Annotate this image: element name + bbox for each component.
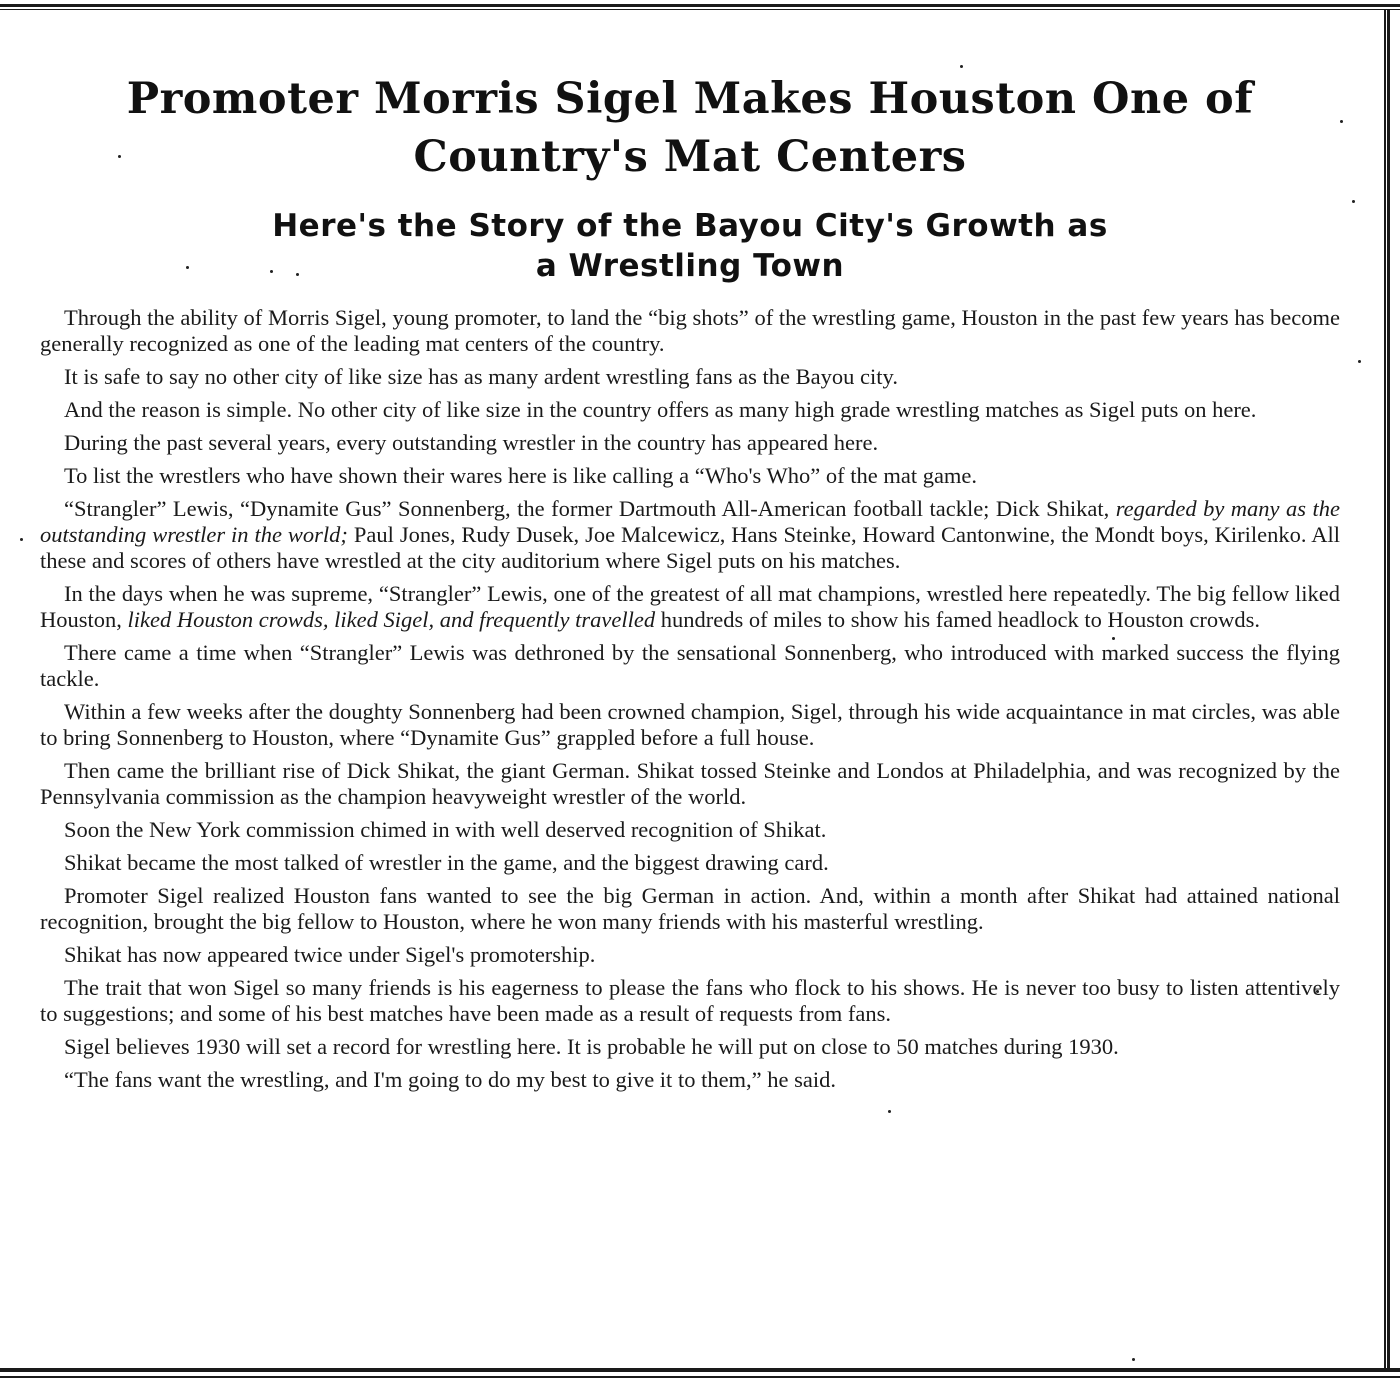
scan-speck <box>1340 120 1343 123</box>
paragraph-text: hundreds of miles to show his famed headlock to Houston crowds. <box>655 607 1261 632</box>
paragraph-1930-record: Sigel believes 1930 will set a record for wrestling here. It is probable he will put on close to 50 matches during 1930. <box>64 1034 1119 1059</box>
paragraph-wrestler-list <box>40 496 1340 574</box>
paragraph-promoter-sigel: Promoter Sigel realized Houston fans wanted to see the big German in action. And, within a month after Shikat had attained national recognition, brought the big fellow to Houston, where he won many friends with his masterful wrestling. <box>40 883 1340 934</box>
paragraph-text: “Strangler” Lewis, “Dynamite Gus” Sonnenberg, the former Dartmouth All-American football tackle; Dick Shikat, <box>64 496 1116 521</box>
paragraph-outstanding: During the past several years, every outstanding wrestler in the country has appeared here. <box>64 430 879 455</box>
subheadline-line-1: Here's the Story of the Bayou City's Growth as <box>272 208 1108 244</box>
subheadline <box>40 206 1340 286</box>
article-body <box>40 305 1340 1100</box>
paragraph-sonnenberg: Within a few weeks after the doughty Sonnenberg had been crowned champion, Sigel, through his wide acquaintance in mat circles, was able to bring Sonnenberg to Houston, where “Dynamite Gus” grappled before a full house. <box>40 699 1340 750</box>
paragraph-appeared-twice: Shikat has now appeared twice under Sigel's promotership. <box>64 942 596 967</box>
paragraph-reason: And the reason is simple. No other city of like size in the country offers as many high grade wrestling matches as Sigel puts on here. <box>64 397 1257 422</box>
scan-speck <box>1352 200 1355 203</box>
paragraph-text: In the days when he was supreme, “Strangler” Lewis, one of the greatest of all mat champions, wrestled here repeatedly. The big fellow liked Houston, <box>40 581 1340 632</box>
bottom-border-rule <box>0 1368 1400 1378</box>
paragraph-bayou-city: It is safe to say no other city of like size has as many ardent wrestling fans as the Bayou city. <box>64 364 898 389</box>
headline-line-2: Country's Mat Centers <box>413 132 967 182</box>
paragraph-quote: “The fans want the wrestling, and I'm going to do my best to give it to them,” he said. <box>64 1067 837 1092</box>
subheadline-line-2: a Wrestling Town <box>535 248 845 284</box>
paragraph-intro: Through the ability of Morris Sigel, young promoter, to land the “big shots” of the wrestling game, Houston in the past few years has become generally recognized as one of the leading mat centers of the country. <box>40 305 1340 356</box>
paragraph-italic-text: regarded by many as the outstanding wrestler in the world; <box>40 496 1340 547</box>
paragraph-dethroned: There came a time when “Strangler” Lewis was dethroned by the sensational Sonnenberg, who introduced with marked success the flying tackle. <box>40 640 1340 691</box>
paragraph-whos-who: To list the wrestlers who have shown their wares here is like calling a “Who's Who” of the mat game. <box>64 463 978 488</box>
paragraph-trait: The trait that won Sigel so many friends is his eagerness to please the fans who flock to his shows. He is never too busy to listen attentively to suggestions; and some of his best matches have been made as a result of requests from fans. <box>40 975 1340 1026</box>
top-border-rule <box>0 4 1400 10</box>
scan-speck <box>888 1110 891 1113</box>
paragraph-drawing-card: Shikat became the most talked of wrestler in the game, and the biggest drawing card. <box>64 850 829 875</box>
right-border-rule <box>1384 10 1390 1370</box>
scan-speck <box>1132 1358 1135 1361</box>
paragraph-new-york: Soon the New York commission chimed in with well deserved recognition of Shikat. <box>64 817 827 842</box>
paragraph-italic-text: liked Houston crowds, liked Sigel, and frequently travelled <box>127 607 656 632</box>
headline <box>40 70 1340 186</box>
paragraph-strangler-lewis <box>40 581 1340 633</box>
headline-line-1: Promoter Morris Sigel Makes Houston One of <box>126 74 1254 124</box>
paragraph-shikat-rise: Then came the brilliant rise of Dick Shikat, the giant German. Shikat tossed Steinke and Londos at Philadelphia, and was recognized by the Pennsylvania commission as the champion heavyweight wrestler of the world. <box>40 758 1340 809</box>
scan-speck <box>20 538 23 541</box>
scan-speck <box>1358 360 1361 363</box>
paragraph-text: Paul Jones, Rudy Dusek, Joe Malcewicz, Hans Steinke, Howard Cantonwine, the Mondt boys, Kirilenko. All these and scores of others have wrestled at the city auditorium where Sigel puts on his matches. <box>40 522 1340 573</box>
scan-speck <box>960 65 963 68</box>
